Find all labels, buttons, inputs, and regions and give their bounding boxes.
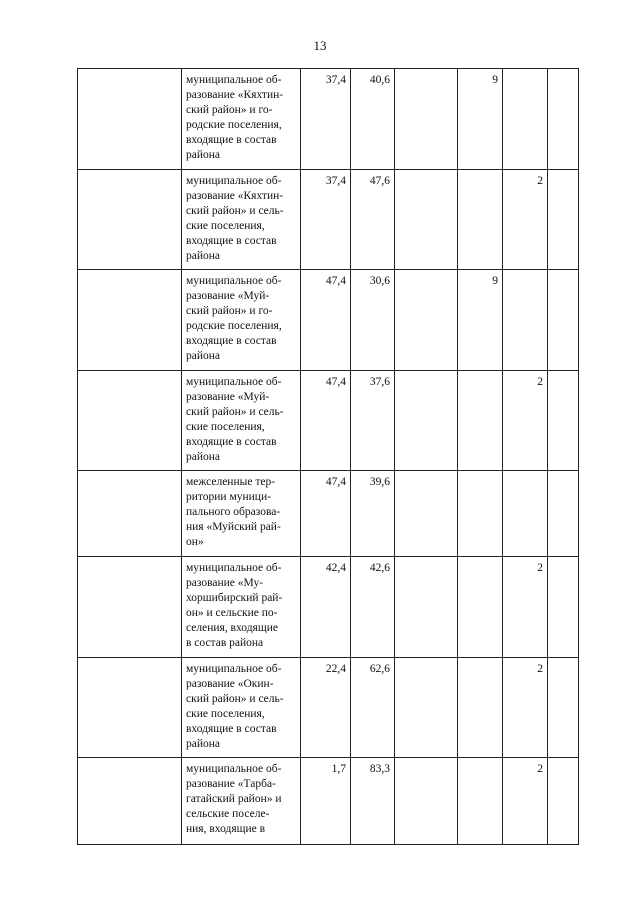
table-row bbox=[78, 170, 579, 270]
value-cell-3 bbox=[395, 270, 458, 371]
table-row bbox=[78, 270, 579, 371]
value-cell-2: 37,6 bbox=[351, 371, 395, 471]
value-cell-2: 47,6 bbox=[351, 170, 395, 270]
value-cell-4 bbox=[458, 758, 503, 845]
value-cell-1: 1,7 bbox=[301, 758, 351, 845]
empty-cell bbox=[78, 371, 182, 471]
value-cell-3 bbox=[395, 170, 458, 270]
municipality-name: муниципальное об- разование «Муй- ский район» и го- родские поселения, входящие в состав района bbox=[186, 275, 282, 362]
value-cell-1: 37,4 bbox=[301, 170, 351, 270]
value-cell-3 bbox=[395, 371, 458, 471]
value-cell-1: 42,4 bbox=[301, 557, 351, 658]
value-cell-6 bbox=[548, 758, 579, 845]
table-row bbox=[78, 371, 579, 471]
municipality-name: межселенные тер- ритории муници- пального образова- ния «Муйский рай- он» bbox=[186, 476, 281, 548]
municipality-name-cell bbox=[182, 658, 301, 758]
empty-cell bbox=[78, 270, 182, 371]
value-cell-5: 2 bbox=[503, 371, 548, 471]
municipality-name: муниципальное об- разование «Кяхтин- ский район» и го- родские поселения, входящие в состав района bbox=[186, 74, 284, 161]
value-cell-4 bbox=[458, 371, 503, 471]
value-cell-6 bbox=[548, 69, 579, 170]
value-cell-5 bbox=[503, 270, 548, 371]
value-cell-4 bbox=[458, 658, 503, 758]
value-cell-3 bbox=[395, 557, 458, 658]
empty-cell bbox=[78, 170, 182, 270]
value-cell-1: 22,4 bbox=[301, 658, 351, 758]
value-cell-5 bbox=[503, 69, 548, 170]
municipality-name-cell bbox=[182, 170, 301, 270]
value-cell-1: 47,4 bbox=[301, 471, 351, 557]
empty-cell bbox=[78, 758, 182, 845]
value-cell-4 bbox=[458, 557, 503, 658]
municipality-name-cell bbox=[182, 471, 301, 557]
value-cell-6 bbox=[548, 170, 579, 270]
value-cell-4 bbox=[458, 170, 503, 270]
value-cell-4 bbox=[458, 471, 503, 557]
value-cell-5 bbox=[503, 471, 548, 557]
empty-cell bbox=[78, 471, 182, 557]
municipality-name: муниципальное об- разование «Муй- ский район» и сель- ские поселения, входящие в состав района bbox=[186, 376, 284, 463]
value-cell-1: 37,4 bbox=[301, 69, 351, 170]
value-cell-5: 2 bbox=[503, 658, 548, 758]
value-cell-1: 47,4 bbox=[301, 270, 351, 371]
value-cell-4: 9 bbox=[458, 69, 503, 170]
value-cell-2: 30,6 bbox=[351, 270, 395, 371]
value-cell-6 bbox=[548, 658, 579, 758]
value-cell-3 bbox=[395, 658, 458, 758]
value-cell-2: 83,3 bbox=[351, 758, 395, 845]
table-row bbox=[78, 658, 579, 758]
municipality-name-cell bbox=[182, 557, 301, 658]
value-cell-3 bbox=[395, 758, 458, 845]
municipality-name-cell bbox=[182, 758, 301, 845]
value-cell-5: 2 bbox=[503, 557, 548, 658]
value-cell-3 bbox=[395, 471, 458, 557]
table-row bbox=[78, 471, 579, 557]
empty-cell bbox=[78, 658, 182, 758]
value-cell-6 bbox=[548, 270, 579, 371]
value-cell-6 bbox=[548, 557, 579, 658]
table-row bbox=[78, 557, 579, 658]
empty-cell bbox=[78, 69, 182, 170]
value-cell-2: 39,6 bbox=[351, 471, 395, 557]
value-cell-1: 47,4 bbox=[301, 371, 351, 471]
value-cell-6 bbox=[548, 471, 579, 557]
table-body bbox=[78, 69, 579, 845]
value-cell-6 bbox=[548, 371, 579, 471]
municipality-name: муниципальное об- разование «Му- хоршибирский рай- он» и сельские по- селения, входящие в состав района bbox=[186, 562, 283, 649]
value-cell-2: 40,6 bbox=[351, 69, 395, 170]
value-cell-5: 2 bbox=[503, 170, 548, 270]
value-cell-4: 9 bbox=[458, 270, 503, 371]
municipality-name-cell bbox=[182, 371, 301, 471]
municipality-name: муниципальное об- разование «Тарба- гатайский район» и сельские поселе- ния, входящие в bbox=[186, 763, 282, 835]
table-row bbox=[78, 758, 579, 845]
table-row bbox=[78, 69, 579, 170]
value-cell-2: 62,6 bbox=[351, 658, 395, 758]
empty-cell bbox=[78, 557, 182, 658]
municipality-name-cell bbox=[182, 69, 301, 170]
value-cell-2: 42,6 bbox=[351, 557, 395, 658]
value-cell-3 bbox=[395, 69, 458, 170]
municipality-name: муниципальное об- разование «Кяхтин- ский район» и сель- ские поселения, входящие в состав района bbox=[186, 175, 284, 262]
municipality-name-cell bbox=[182, 270, 301, 371]
data-table bbox=[77, 68, 579, 845]
page-number: 13 bbox=[313, 38, 327, 53]
municipality-name: муниципальное об- разование «Окин- ский район» и сель- ские поселения, входящие в состав района bbox=[186, 663, 284, 750]
value-cell-5: 2 bbox=[503, 758, 548, 845]
